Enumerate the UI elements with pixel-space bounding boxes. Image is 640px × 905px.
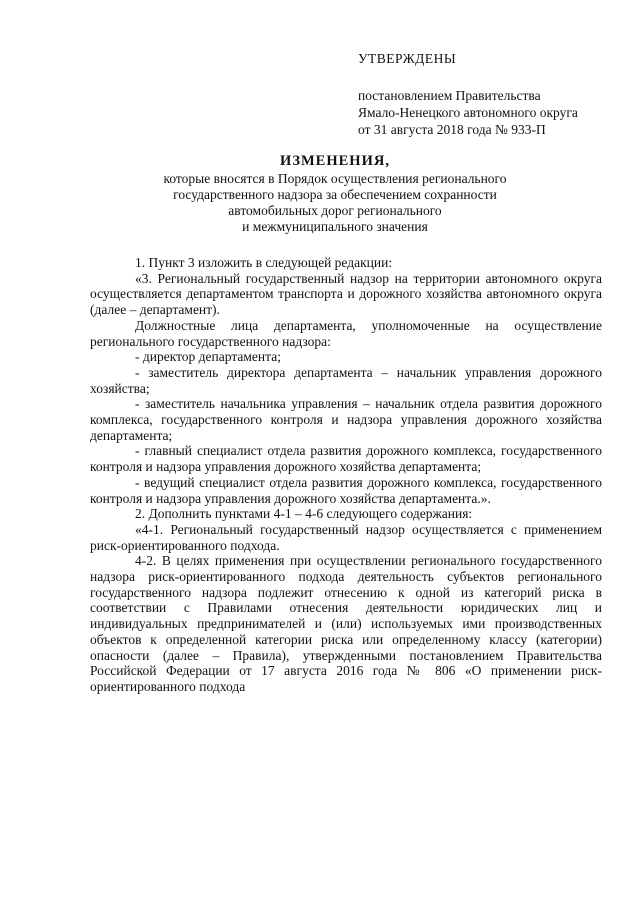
paragraph: 2. Дополнить пунктами 4-1 – 4-6 следующего содержания:: [135, 506, 473, 522]
paragraph: - заместитель начальника управления – начальник отдела развития дорожного комплекса, государственного контроля и надзора управления дорожного хозяйства департамента;: [90, 396, 602, 443]
document-subtitle-line: которые вносятся в Порядок осуществления регионального: [163, 171, 507, 186]
document-subtitle-line: и межмуниципального значения: [242, 219, 428, 234]
paragraph: - главный специалист отдела развития дорожного комплекса, государственного контроля и надзора управления дорожного хозяйства департамента;: [90, 443, 602, 475]
paragraph: 4-2. В целях применения при осуществлении регионального государственного надзора риск-ориентированного подхода деятельность субъектов регионального государственного надзора подлежит отнесению к одной из категорий риска в соответствии с Правилами отнесения деятельности юридических лиц и индивидуальных предпринимателей и (или) используемых ими производственных объектов к определенной категории риска или определенному классу (категории) опасности (далее – Правила), утвержденными постановлением Правительства Российской Федерации от 17 августа 2016 года № 806 «О применении риск-ориентированного подхода: [90, 553, 602, 694]
approval-line: от 31 августа 2018 года № 933-П: [358, 122, 546, 137]
paragraph: «4-1. Региональный государственный надзор осуществляется с применением риск-ориентированного подхода.: [90, 521, 602, 553]
approval-block: [358, 50, 618, 138]
paragraph: «3. Региональный государственный надзор на территории автономного округа осуществляется департаментом транспорта и дорожного хозяйства автономного округа (далее – департамент).: [90, 270, 602, 318]
paragraph: - заместитель директора департамента – начальник управления дорожного хозяйства;: [90, 364, 602, 396]
approval-line: Ямало-Ненецкого автономного округа: [358, 105, 578, 120]
paragraph: Должностные лица департамента, уполномоченные на осуществление регионального государственного надзора:: [90, 317, 602, 349]
document-subtitle-line: государственного надзора за обеспечением сохранности: [173, 187, 497, 202]
document-body: [90, 255, 602, 695]
document-subtitle-line: автомобильных дорог регионального: [228, 203, 442, 218]
paragraph: 1. Пункт 3 изложить в следующей редакции:: [135, 255, 393, 270]
document-heading: [140, 153, 530, 235]
document-title: ИЗМЕНЕНИЯ,: [280, 153, 390, 169]
paragraph: - ведущий специалист отдела развития дорожного комплекса, государственного контроля и надзора управления дорожного хозяйства департамента.».: [90, 474, 602, 506]
paragraph: - директор департамента;: [135, 349, 281, 365]
approval-line: постановлением Правительства: [358, 88, 541, 103]
approval-heading: УТВЕРЖДЕНЫ: [358, 51, 457, 66]
